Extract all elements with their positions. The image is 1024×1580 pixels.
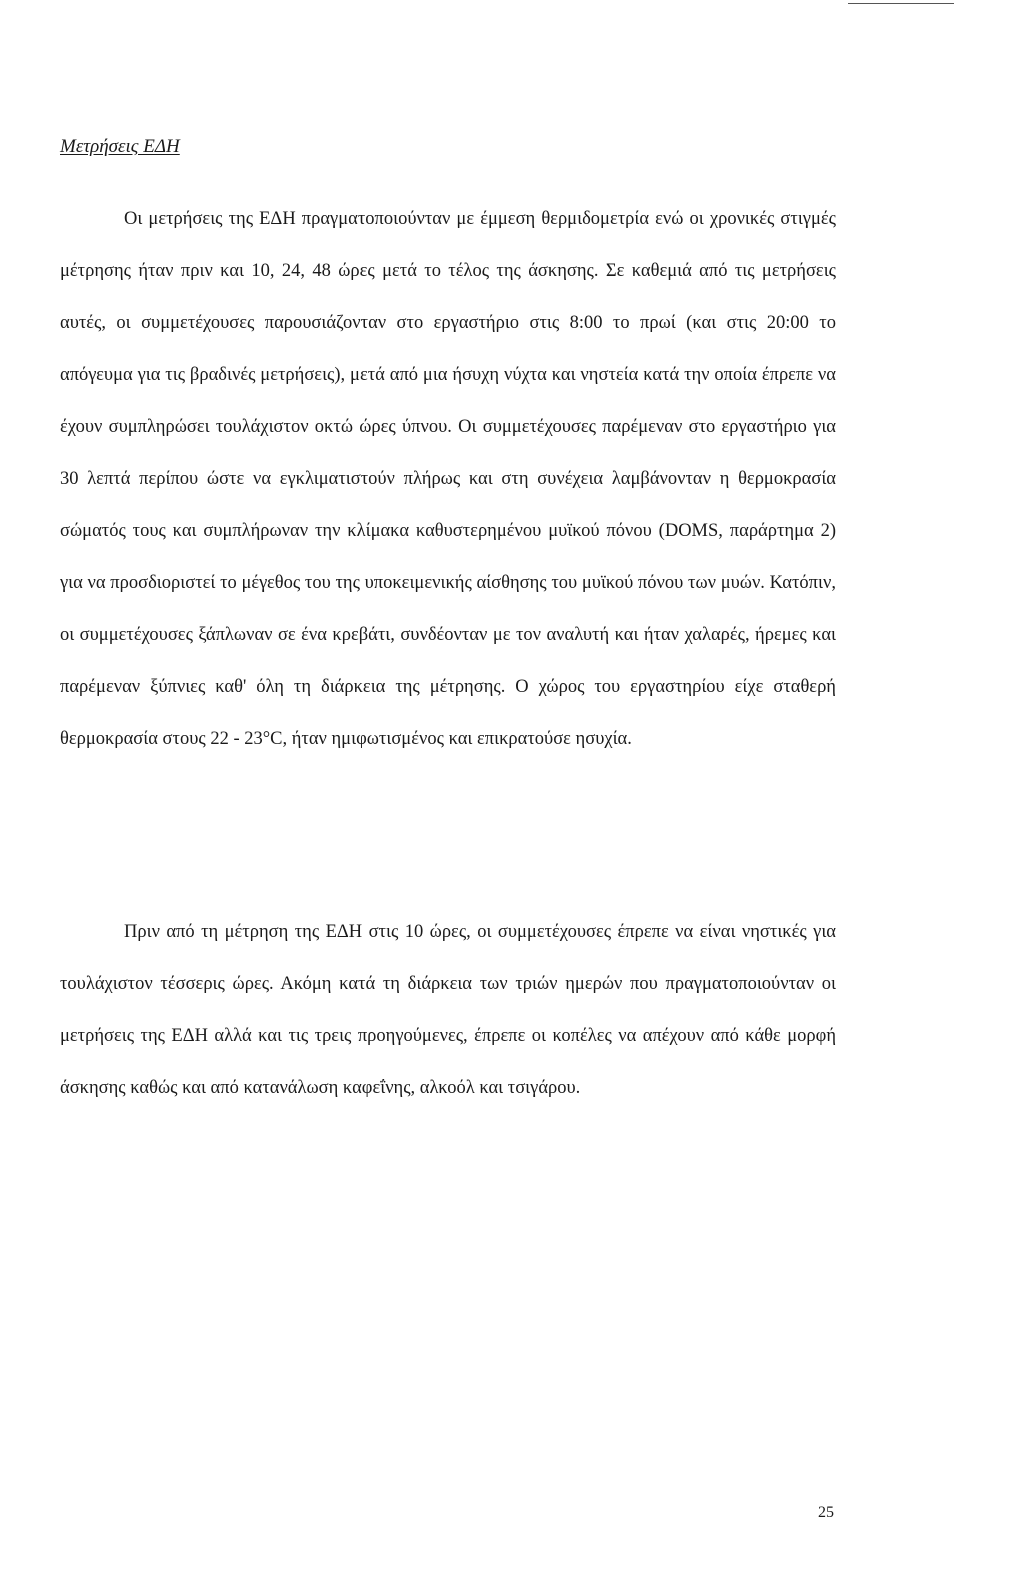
- top-rule: [848, 3, 954, 4]
- page-number: 25: [818, 1504, 834, 1521]
- paragraph-preparation: Πριν από τη μέτρηση της ΕΔΗ στις 10 ώρες, οι συμμετέχουσες έπρεπε να είναι νηστικές για τουλάχιστον τέσσερις ώρες. Ακόμη κατά τη διάρκεια των τριών ημερών που πραγματοποιούνταν οι μετρήσεις της ΕΔΗ αλλά και τις τρεις προηγούμενες, έπρεπε οι κοπέλες να απέχουν από κάθε μορφή άσκησης καθώς και από κατανάλωση καφεΐνης, αλκοόλ και τσιγάρου.: [60, 922, 836, 1098]
- paragraph-measurements: Οι μετρήσεις της ΕΔΗ πραγματοποιούνταν με έμμεση θερμιδομετρία ενώ οι χρονικές στιγμές μέτρησης ήταν πριν και 10, 24, 48 ώρες μετά το τέλος της άσκησης. Σε καθεμιά από τις μετρήσεις αυτές, οι συμμετέχουσες παρουσιάζονταν στο εργαστήριο στις 8:00 το πρωί (και στις 20:00 το απόγευμα για τις βραδινές μετρήσεις), μετά από μια ήσυχη νύχτα και νηστεία κατά την οποία έπρεπε να έχουν συμπληρώσει τουλάχιστον οκτώ ώρες ύπνου. Οι συμμετέχουσες παρέμεναν στο εργαστήριο για 30 λεπτά περίπου ώστε να εγκλιματιστούν πλήρως και στη συνέχεια λαμβάνονταν η θερμοκρασία σώματός τους και συμπλήρωναν την κλίμακα καθυστερημένου μυϊκού πόνου (DOMS, παράρτημα 2) για να προσδιοριστεί το μέγεθος του της υποκειμενικής αίσθησης του μυϊκού πόνου των μυών. Κατόπιν, οι συμμετέχουσες ξάπλωναν σε ένα κρεβάτι, συνδέονταν με τον αναλυτή και ήταν χαλαρές, ήρεμες και παρέμεναν ξύπνιες καθ' όλη τη διάρκεια της μέτρησης. Ο χώρος του εργαστηρίου είχε σταθερή θερμοκρασία στους 22 - 23°C, ήταν ημιφωτισμένος και επικρατούσε ησυχία.: [60, 209, 836, 749]
- section-heading: Μετρήσεις ΕΔΗ: [60, 136, 180, 157]
